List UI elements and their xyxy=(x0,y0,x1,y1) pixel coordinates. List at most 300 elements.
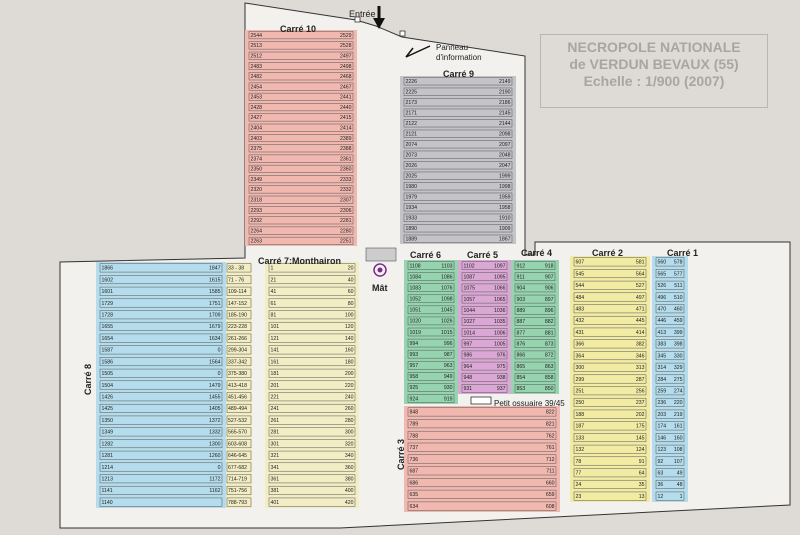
row-end-number: 2528 xyxy=(339,43,352,50)
row-end-number: 120 xyxy=(344,324,354,331)
row-end-number: 1015 xyxy=(440,329,453,336)
row-end-number: 2414 xyxy=(339,125,352,132)
row-end-number: 1300 xyxy=(208,441,221,448)
row-end-number: 1405 xyxy=(208,406,221,413)
row-end-number: 2467 xyxy=(339,84,352,91)
row-end-number: 1045 xyxy=(440,307,453,314)
row-end-number: 2389 xyxy=(339,135,352,142)
row-start-number: 146 xyxy=(657,435,667,442)
row-start-number: 635 xyxy=(409,492,419,499)
row-end-number: 2190 xyxy=(498,89,511,96)
row-end-number: 897 xyxy=(544,296,554,303)
row-end-number: 414 xyxy=(635,329,645,336)
carre-5-block xyxy=(458,260,511,394)
row-end-number: 2332 xyxy=(339,187,352,194)
row-start-number: 2293 xyxy=(250,207,263,214)
row-start-number: 1587 xyxy=(101,347,114,354)
row-end-number: 858 xyxy=(544,375,554,382)
row-end-number: 608 xyxy=(545,503,555,510)
row-end-number: 445 xyxy=(635,318,645,325)
row-end-number: 2048 xyxy=(498,152,511,159)
row-end-number: 460 xyxy=(673,306,683,313)
row-end-number: 1751 xyxy=(208,300,221,307)
row-end-number: 330 xyxy=(673,353,683,360)
row-range: 751-756 xyxy=(228,488,248,495)
title-line-2: de VERDUN BEVAUX (55) xyxy=(569,56,739,72)
row-range: 451-456 xyxy=(228,394,248,401)
row-start-number: 997 xyxy=(463,341,473,348)
row-end-number: 100 xyxy=(344,312,354,319)
row-end-number: 919 xyxy=(443,396,453,403)
row-end-number: 1910 xyxy=(498,215,511,222)
row-end-number: 872 xyxy=(544,352,554,359)
row-start-number: 1141 xyxy=(101,488,113,495)
row-end-number: 1585 xyxy=(208,289,221,296)
row-end-number: 1455 xyxy=(208,394,221,401)
row-end-number: 996 xyxy=(443,340,453,347)
row-end-number: 1615 xyxy=(208,277,221,284)
info-panel-label-2: d'information xyxy=(436,53,482,62)
row-start-number: 788 xyxy=(409,433,419,440)
row-end-number: 320 xyxy=(344,441,354,448)
row-start-number: 1213 xyxy=(101,476,114,483)
row-end-number: 2097 xyxy=(498,142,511,149)
row-start-number: 544 xyxy=(575,283,585,290)
row-end-number: 459 xyxy=(673,318,683,325)
row-start-number: 1084 xyxy=(409,274,422,281)
row-end-number: 398 xyxy=(673,341,683,348)
row-end-number: 1005 xyxy=(493,341,506,348)
row-start-number: 911 xyxy=(516,274,525,281)
row-start-number: 2483 xyxy=(250,63,263,70)
row-start-number: 887 xyxy=(516,319,526,326)
title-line-1: NECROPOLE NATIONALE xyxy=(567,39,741,55)
row-end-number: 313 xyxy=(635,365,645,372)
row-range: 71 - 76 xyxy=(228,277,245,284)
row-end-number: 2360 xyxy=(339,166,352,173)
row-end-number: 2388 xyxy=(339,146,352,153)
row-start-number: 203 xyxy=(657,411,667,418)
row-end-number: 1097 xyxy=(493,263,506,270)
row-start-number: 2171 xyxy=(405,110,418,117)
carre-7-block xyxy=(265,262,359,508)
row-end-number: 907 xyxy=(544,274,554,281)
row-start-number: 250 xyxy=(575,400,585,407)
row-start-number: 261 xyxy=(270,417,280,424)
row-end-number: 578 xyxy=(673,259,683,266)
carre-7-label: Carré 7:Monthairon xyxy=(258,256,342,266)
carre-8-block xyxy=(96,262,252,508)
row-end-number: 2098 xyxy=(498,131,511,138)
row-end-number: 1679 xyxy=(208,324,221,331)
row-end-number: 40 xyxy=(347,277,354,284)
row-end-number: 938 xyxy=(496,375,506,382)
carre-10-block xyxy=(245,30,357,246)
ossuary-label: Petit ossuaire 39/45 xyxy=(494,399,565,408)
row-end-number: 711 xyxy=(546,468,555,475)
row-start-number: 565 xyxy=(657,271,667,278)
row-start-number: 925 xyxy=(409,385,419,392)
row-end-number: 2497 xyxy=(339,53,352,60)
row-start-number: 560 xyxy=(657,259,667,266)
row-start-number: 789 xyxy=(409,421,419,428)
row-end-number: 564 xyxy=(635,271,645,278)
row-end-number: 511 xyxy=(674,283,683,290)
row-start-number: 865 xyxy=(516,363,526,370)
row-start-number: 1075 xyxy=(463,285,476,292)
row-start-number: 284 xyxy=(657,376,667,383)
row-start-number: 401 xyxy=(270,499,280,506)
carre-5-label: Carré 5 xyxy=(467,250,499,260)
row-start-number: 133 xyxy=(575,435,585,442)
row-end-number: 1065 xyxy=(493,296,506,303)
row-end-number: 49 xyxy=(676,470,683,477)
row-end-number: 2281 xyxy=(339,218,352,225)
row-start-number: 2454 xyxy=(250,84,263,91)
row-start-number: 2025 xyxy=(405,173,418,180)
row-end-number: 0 xyxy=(217,464,221,471)
row-end-number: 202 xyxy=(635,411,645,418)
row-range: 677-682 xyxy=(228,464,248,471)
row-end-number: 160 xyxy=(344,347,354,354)
row-end-number: 1026 xyxy=(440,318,453,325)
row-end-number: 13 xyxy=(638,493,645,500)
row-end-number: 1086 xyxy=(440,274,453,281)
row-start-number: 1087 xyxy=(463,274,476,281)
row-start-number: 1140 xyxy=(101,499,113,506)
row-start-number: 345 xyxy=(657,353,667,360)
row-end-number: 382 xyxy=(635,341,645,348)
row-end-number: 237 xyxy=(635,400,645,407)
row-end-number: 1095 xyxy=(493,274,506,281)
row-range: 299-304 xyxy=(228,347,248,354)
row-end-number: 882 xyxy=(544,319,554,326)
row-end-number: 1 xyxy=(679,493,683,500)
row-start-number: 201 xyxy=(270,382,280,389)
row-start-number: 1601 xyxy=(101,289,114,296)
row-start-number: 2404 xyxy=(250,125,263,132)
row-start-number: 1014 xyxy=(463,330,476,337)
row-start-number: 1027 xyxy=(463,319,476,326)
row-end-number: 761 xyxy=(545,445,555,452)
row-end-number: 949 xyxy=(443,374,453,381)
row-end-number: 1479 xyxy=(208,382,221,389)
row-start-number: 446 xyxy=(657,318,667,325)
row-start-number: 123 xyxy=(657,447,667,454)
row-range: 185-190 xyxy=(228,312,248,319)
row-start-number: 92 xyxy=(657,458,664,465)
flagpole-label: Mât xyxy=(372,283,388,293)
row-end-number: 1172 xyxy=(209,476,221,483)
row-start-number: 545 xyxy=(575,271,585,278)
entrance-label: Entrée xyxy=(349,9,376,19)
row-end-number: 0 xyxy=(217,347,221,354)
row-end-number: 527 xyxy=(635,283,645,290)
row-end-number: 260 xyxy=(344,406,354,413)
row-start-number: 1350 xyxy=(101,417,114,424)
row-end-number: 219 xyxy=(673,411,683,418)
row-end-number: 1066 xyxy=(493,285,506,292)
row-end-number: 1847 xyxy=(208,265,221,272)
row-start-number: 736 xyxy=(409,456,419,463)
row-end-number: 896 xyxy=(544,308,554,315)
carre-4-label: Carré 4 xyxy=(521,248,553,258)
row-end-number: 2149 xyxy=(498,79,511,86)
row-end-number: 1103 xyxy=(441,263,453,270)
row-end-number: 400 xyxy=(344,488,354,495)
row-range: 109-114 xyxy=(228,289,247,296)
row-start-number: 174 xyxy=(657,423,667,430)
row-start-number: 1425 xyxy=(101,406,114,413)
row-start-number: 361 xyxy=(270,476,280,483)
row-start-number: 1866 xyxy=(101,265,114,272)
row-end-number: 1867 xyxy=(498,236,511,243)
row-start-number: 2263 xyxy=(250,238,263,245)
row-start-number: 24 xyxy=(575,482,582,489)
row-end-number: 124 xyxy=(635,447,645,454)
row-end-number: 863 xyxy=(544,363,554,370)
carre-9-block xyxy=(400,76,516,244)
row-start-number: 366 xyxy=(575,341,585,348)
row-start-number: 2292 xyxy=(250,218,263,225)
title-cartouche xyxy=(540,34,768,108)
row-start-number: 141 xyxy=(270,347,280,354)
row-end-number: 873 xyxy=(544,341,554,348)
row-start-number: 889 xyxy=(516,308,526,315)
row-start-number: 2512 xyxy=(250,53,263,60)
row-end-number: 1098 xyxy=(440,296,453,303)
row-start-number: 2453 xyxy=(250,94,263,101)
row-end-number: 660 xyxy=(545,480,555,487)
flagpole-dot-icon xyxy=(378,268,383,273)
row-end-number: 200 xyxy=(344,371,354,378)
row-end-number: 762 xyxy=(545,433,555,440)
row-start-number: 986 xyxy=(463,352,473,359)
carre-1-label: Carré 1 xyxy=(667,248,699,258)
row-end-number: 2186 xyxy=(498,100,511,107)
row-range: 337-342 xyxy=(228,359,248,366)
row-start-number: 121 xyxy=(270,335,280,342)
row-start-number: 1282 xyxy=(101,441,114,448)
row-start-number: 251 xyxy=(575,388,585,395)
row-start-number: 81 xyxy=(270,312,277,319)
monument-plinth xyxy=(366,248,396,261)
row-start-number: 2544 xyxy=(250,32,263,39)
row-end-number: 275 xyxy=(673,376,683,383)
row-start-number: 41 xyxy=(270,289,277,296)
carre-6-block xyxy=(404,260,458,404)
row-end-number: 399 xyxy=(673,329,683,336)
row-end-number: 510 xyxy=(673,294,683,301)
carre-4-block xyxy=(511,260,559,394)
row-range: 646-645 xyxy=(228,453,248,460)
row-start-number: 2513 xyxy=(250,43,263,50)
row-start-number: 1044 xyxy=(463,308,476,315)
row-start-number: 314 xyxy=(657,365,667,372)
row-start-number: 993 xyxy=(409,351,419,358)
row-range: 223-228 xyxy=(228,324,248,331)
row-start-number: 1889 xyxy=(405,236,418,243)
row-start-number: 77 xyxy=(575,470,582,477)
row-start-number: 21 xyxy=(270,277,277,284)
carre-3-label: Carré 3 xyxy=(396,438,406,470)
row-end-number: 360 xyxy=(344,464,354,471)
row-end-number: 2415 xyxy=(339,115,352,122)
row-start-number: 483 xyxy=(575,306,585,313)
row-end-number: 2529 xyxy=(339,32,352,39)
row-start-number: 1933 xyxy=(405,215,418,222)
row-end-number: 1958 xyxy=(498,205,511,212)
row-end-number: 0 xyxy=(217,371,221,378)
row-start-number: 2264 xyxy=(250,228,263,235)
row-start-number: 2374 xyxy=(250,156,263,163)
row-end-number: 1036 xyxy=(493,308,506,315)
row-start-number: 866 xyxy=(516,352,526,359)
row-start-number: 526 xyxy=(657,283,667,290)
row-end-number: 881 xyxy=(544,330,554,337)
row-end-number: 140 xyxy=(344,335,354,342)
row-start-number: 957 xyxy=(409,363,419,370)
row-end-number: 659 xyxy=(545,492,555,499)
row-end-number: 60 xyxy=(347,289,354,296)
row-start-number: 2173 xyxy=(405,100,418,107)
row-end-number: 1332 xyxy=(208,429,221,436)
row-start-number: 1102 xyxy=(463,263,475,270)
row-end-number: 64 xyxy=(638,470,645,477)
row-end-number: 2361 xyxy=(339,156,352,163)
row-start-number: 948 xyxy=(463,375,473,382)
carre-3-block xyxy=(404,406,560,512)
row-start-number: 1057 xyxy=(463,296,476,303)
row-end-number: 280 xyxy=(344,417,354,424)
row-start-number: 181 xyxy=(270,371,280,378)
row-start-number: 1655 xyxy=(101,324,114,331)
row-end-number: 2468 xyxy=(339,74,352,81)
row-start-number: 931 xyxy=(463,386,473,393)
row-start-number: 964 xyxy=(463,363,473,370)
row-end-number: 340 xyxy=(344,453,354,460)
row-start-number: 1980 xyxy=(405,184,418,191)
row-range: 603-608 xyxy=(228,441,248,448)
row-end-number: 1006 xyxy=(493,330,506,337)
row-range: 788-793 xyxy=(228,499,248,506)
title-line-3: Echelle : 1/900 (2007) xyxy=(583,73,725,89)
row-range: 489-494 xyxy=(228,406,248,413)
row-end-number: 2333 xyxy=(339,176,352,183)
row-end-number: 2498 xyxy=(339,63,352,70)
row-end-number: 1372 xyxy=(208,417,221,424)
row-end-number: 821 xyxy=(545,421,555,428)
row-end-number: 1709 xyxy=(208,312,221,319)
row-start-number: 2026 xyxy=(405,163,418,170)
ossuary-icon xyxy=(471,397,491,404)
carre-2-label: Carré 2 xyxy=(592,248,624,258)
row-start-number: 12 xyxy=(657,493,664,500)
row-start-number: 484 xyxy=(575,294,585,301)
row-start-number: 634 xyxy=(409,503,419,510)
row-end-number: 2145 xyxy=(498,110,511,117)
row-end-number: 80 xyxy=(347,300,354,307)
row-start-number: 431 xyxy=(575,329,585,336)
row-start-number: 241 xyxy=(270,406,280,413)
row-start-number: 958 xyxy=(409,374,419,381)
row-start-number: 2226 xyxy=(405,79,418,86)
row-start-number: 2318 xyxy=(250,197,263,204)
row-start-number: 1728 xyxy=(101,312,114,319)
row-end-number: 987 xyxy=(443,351,453,358)
row-start-number: 1504 xyxy=(101,382,114,389)
row-start-number: 341 xyxy=(270,464,280,471)
row-start-number: 23 xyxy=(575,493,582,500)
row-end-number: 918 xyxy=(544,263,554,270)
row-start-number: 2428 xyxy=(250,104,263,111)
row-end-number: 1162 xyxy=(209,488,221,495)
row-range: 375-380 xyxy=(228,371,248,378)
row-start-number: 2122 xyxy=(405,121,418,128)
row-start-number: 281 xyxy=(270,429,280,436)
row-start-number: 364 xyxy=(575,353,585,360)
row-start-number: 854 xyxy=(516,375,526,382)
row-start-number: 912 xyxy=(516,263,526,270)
row-end-number: 2280 xyxy=(339,228,352,235)
row-start-number: 1051 xyxy=(409,307,422,314)
row-start-number: 1349 xyxy=(101,429,114,436)
row-end-number: 937 xyxy=(496,386,506,393)
row-start-number: 1979 xyxy=(405,194,418,201)
row-start-number: 1214 xyxy=(101,464,114,471)
row-end-number: 175 xyxy=(635,423,645,430)
row-end-number: 906 xyxy=(544,285,554,292)
row-start-number: 737 xyxy=(409,445,419,452)
row-end-number: 380 xyxy=(344,476,354,483)
row-start-number: 848 xyxy=(409,409,419,416)
gate-post-icon xyxy=(400,31,405,36)
row-end-number: 1634 xyxy=(208,335,221,342)
row-end-number: 1564 xyxy=(208,359,221,366)
row-start-number: 221 xyxy=(270,394,280,401)
row-end-number: 256 xyxy=(635,388,645,395)
row-end-number: 581 xyxy=(635,259,645,266)
row-end-number: 346 xyxy=(635,353,645,360)
row-end-number: 220 xyxy=(344,382,354,389)
row-start-number: 1505 xyxy=(101,371,114,378)
row-end-number: 963 xyxy=(443,363,453,370)
row-end-number: 107 xyxy=(673,458,683,465)
carre-9-label: Carré 9 xyxy=(443,69,475,79)
row-end-number: 1998 xyxy=(498,184,511,191)
info-panel-label: Panneau xyxy=(436,43,469,52)
row-start-number: 1020 xyxy=(409,318,422,325)
row-end-number: 108 xyxy=(673,447,683,454)
row-start-number: 924 xyxy=(409,396,419,403)
row-start-number: 299 xyxy=(575,376,585,383)
row-end-number: 48 xyxy=(676,482,683,489)
row-end-number: 20 xyxy=(347,265,354,272)
row-end-number: 976 xyxy=(496,352,506,359)
row-end-number: 160 xyxy=(673,435,683,442)
row-start-number: 1934 xyxy=(405,205,418,212)
row-end-number: 161 xyxy=(673,423,683,430)
row-end-number: 1959 xyxy=(498,194,511,201)
row-start-number: 1 xyxy=(270,265,274,272)
row-start-number: 101 xyxy=(270,324,280,331)
row-end-number: 420 xyxy=(344,499,354,506)
row-end-number: 822 xyxy=(545,409,555,416)
row-end-number: 930 xyxy=(443,385,453,392)
row-start-number: 383 xyxy=(657,341,667,348)
row-start-number: 2427 xyxy=(250,115,263,122)
row-end-number: 287 xyxy=(635,376,645,383)
